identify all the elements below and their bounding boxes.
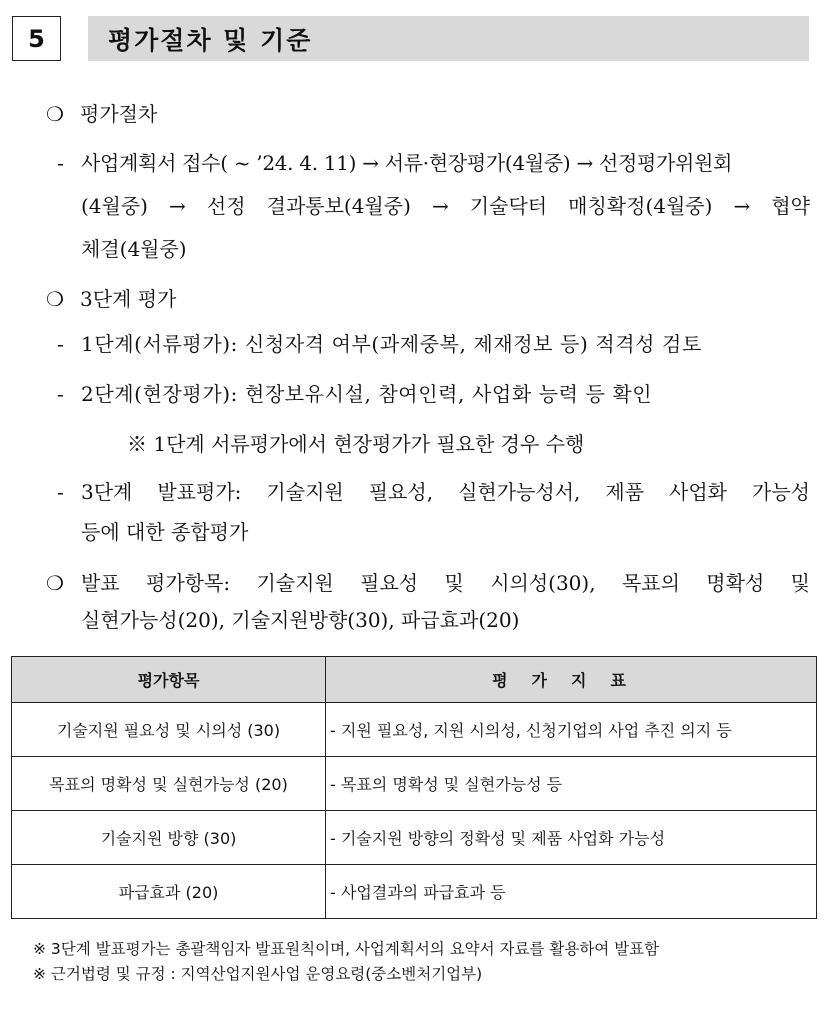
section-number: 5 [12, 16, 61, 61]
footnote: ※ 근거법령 및 규정 : 지역산업지원사업 운영요령(중소벤처기업부) [33, 965, 483, 983]
dash-bullet: - [57, 382, 64, 406]
table-cell-indicator: - 지원 필요성, 지원 시의성, 신청기업의 사업 추진 의지 등 [326, 703, 817, 757]
stages-heading-text: 3단계 평가 [80, 287, 177, 311]
presentation-line-2: 실현가능성(20), 기술지원방향(30), 파급효과(20) [81, 608, 520, 632]
procedure-line-3: 체결(4월중) [81, 237, 187, 261]
stage-2-text: 2단계(현장평가): 현장보유시설, 참여인력, 사업화 능력 등 확인 [81, 382, 653, 406]
table-row [12, 757, 817, 811]
stage-1-text: 1단계(서류평가): 신청자격 여부(과제중복, 제재정보 등) 적격성 검토 [81, 332, 702, 356]
table-cell-indicator: - 사업결과의 파급효과 등 [326, 865, 817, 919]
evaluation-table [11, 656, 817, 919]
circle-bullet-icon: ❍ [46, 571, 64, 595]
column-header-indicator [326, 657, 817, 703]
table-cell-item: 기술지원 방향 (30) [12, 811, 326, 865]
stage-3-line-1: 3단계 발표평가: 기술지원 필요성, 실현가능성서, 제품 사업화 가능성 [81, 480, 810, 504]
dash-bullet: - [57, 480, 64, 504]
table-cell-item: 기술지원 필요성 및 시의성 (30) [12, 703, 326, 757]
section-title: 평가절차 및 기준 [108, 25, 313, 55]
stage-3-item [57, 478, 81, 506]
procedure-line-2-wrap [81, 192, 810, 220]
table-row [12, 703, 817, 757]
procedure-line-2: (4월중) → 선정 결과통보(4월중) → 기술닥터 매칭확정(4월중) → 협약 [81, 194, 810, 218]
column-header-item: 평가항목 [12, 657, 326, 703]
stage-3-line-1-wrap [81, 478, 810, 506]
table-cell-item: 목표의 명확성 및 실현가능성 (20) [12, 757, 326, 811]
table-cell-indicator: - 목표의 명확성 및 실현가능성 등 [326, 757, 817, 811]
procedure-heading-text: 평가절차 [80, 102, 158, 126]
table-row [12, 811, 817, 865]
presentation-heading [46, 569, 80, 597]
table-cell-indicator: - 기술지원 방향의 정확성 및 제품 사업화 가능성 [326, 811, 817, 865]
section-title-bar [88, 16, 809, 61]
stage-3-line-2: 등에 대한 종합평가 [81, 520, 249, 544]
table-row [12, 865, 817, 919]
stage-2-note: ※ 1단계 서류평가에서 현장평가가 필요한 경우 수행 [127, 432, 585, 456]
procedure-item [57, 149, 732, 177]
footnote: ※ 3단계 발표평가는 총괄책임자 발표원칙이며, 사업계획서의 요약서 자료를 활용하여 발표함 [33, 940, 660, 958]
stage-2-item [57, 380, 652, 408]
presentation-line-1: 발표 평가항목: 기술지원 필요성 및 시의성(30), 목표의 명확성 및 [81, 571, 810, 595]
dash-bullet: - [57, 151, 64, 175]
column-header-indicator-text: 평가지표 [492, 671, 650, 690]
table-cell-item: 파급효과 (20) [12, 865, 326, 919]
dash-bullet: - [57, 332, 64, 356]
stage-1-item [57, 330, 702, 358]
stages-heading [46, 285, 176, 313]
procedure-line-1: 사업계획서 접수( ~ ’24. 4. 11) → 서류·현장평가(4월중) → 선정평가위원회 [81, 151, 733, 175]
circle-bullet-icon: ❍ [46, 102, 64, 126]
table-header-row [12, 657, 817, 703]
procedure-heading [46, 100, 157, 128]
circle-bullet-icon: ❍ [46, 287, 64, 311]
presentation-line-1-wrap [81, 569, 810, 597]
